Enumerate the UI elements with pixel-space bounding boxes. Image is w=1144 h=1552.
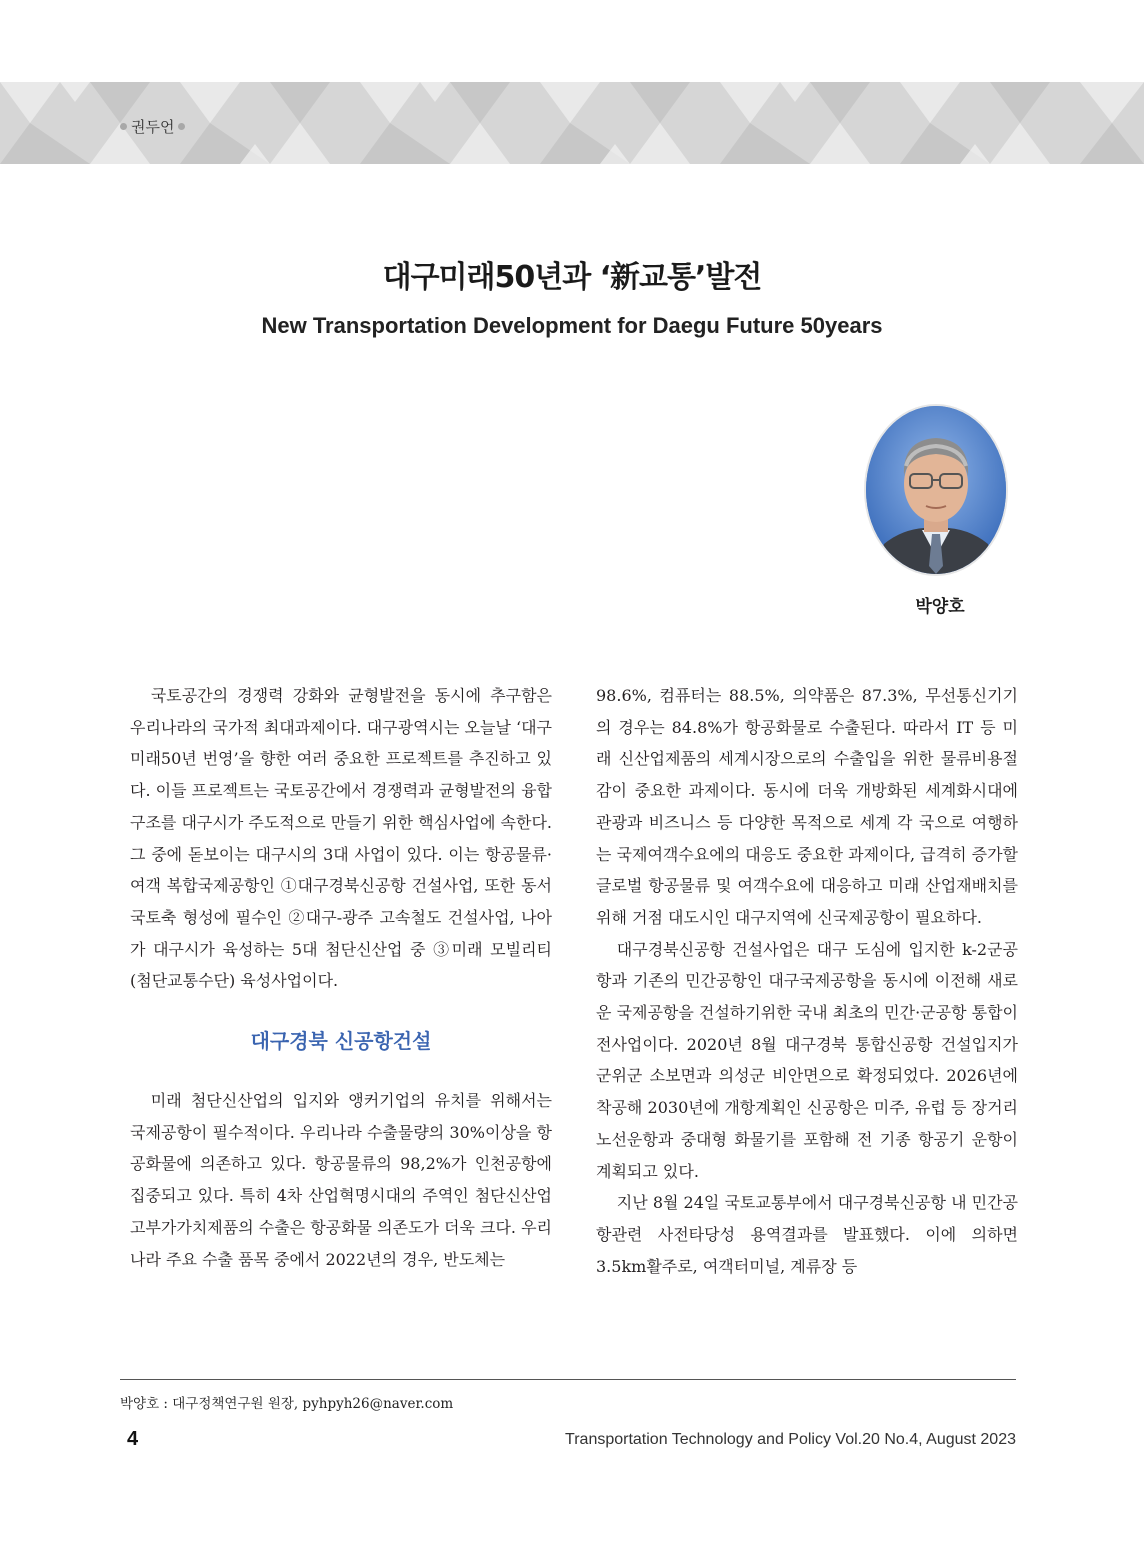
person-portrait-icon [866,406,1006,574]
right-column [596,680,1018,1282]
body-paragraph: 국토공간의 경쟁력 강화와 균형발전을 동시에 추구함은 우리나라의 국가적 최대과제이다. 대구광역시는 오늘날 ‘대구미래50년 번영’을 향한 여러 중요한 프로젝트를 추진하고 있다. 이들 프로젝트는 국토공간에서 경쟁력과 균형발전의 융합구조를 대구시가 주도적으로 만들기 위한 핵심사업에 속한다. 그 중에 돋보이는 대구시의 3대 사업이 있다. 이는 항공물류·여객 복합국제공항인 ①대구경북신공항 건설사업, 또한 동서국토축 형성에 필수인 ②대구-광주 고속철도 건설사업, 나아가 대구시가 육성하는 5대 첨단신산업 중 ③미래 모빌리티(첨단교통수단) 육성사업이다. [130,686,553,991]
journal-citation: Transportation Technology and Policy Vol.20 No.4, August 2023 [565,1431,1016,1448]
body-paragraph: 지난 8월 24일 국토교통부에서 대구경북신공항 내 민간공항관련 사전타당성 용역결과를 발표했다. 이에 의하면 3.5km활주로, 여객터미널, 계류장 등 [596,1193,1018,1276]
body-paragraph: 대구경북신공항 건설사업은 대구 도심에 입지한 k-2군공항과 기존의 민간공항인 대구국제공항을 동시에 이전해 새로운 국제공항을 건설하기위한 국내 최초의 민간·군공항 통합이전사업이다. 2020년 8월 대구경북 통합신공항 건설입지가 군위군 소보면과 의성군 비안면으로 확정되었다. 2026년에 착공해 2030년에 개항계획인 신공항은 미주, 유럽 등 장거리 노선운항과 중대형 화물기를 포함해 전 기종 항공기 운항이 계획되고 있다. [596,939,1019,1181]
article-title-korean: 대구미래50년과 ‘新교통’발전 [382,260,762,295]
section-tag-label: 권두언 [131,117,175,136]
section-heading: 대구경북 신공항건설 [250,1029,432,1054]
bullet-dot-icon [178,123,185,130]
body-paragraph: 미래 첨단신산업의 입지와 앵커기업의 유치를 위해서는 국제공항이 필수적이다. 우리나라 수출물량의 30%이상을 항공화물에 의존하고 있다. 항공물류의 98,2%가 인천공항에 집중되고 있다. 특히 4차 산업혁명시대의 주역인 첨단신산업 고부가가치제품의 수출은 항공화물 의존도가 더욱 크다. 우리나라 주요 수출 품목 중에서 2022년의 경우, 반도체는 [130,1091,553,1269]
author-name: 박양호 [915,597,965,617]
section-tag [120,115,185,137]
body-paragraph: 98.6%, 컴퓨터는 88.5%, 의약품은 87.3%, 무선통신기기의 경우는 84.8%가 항공화물로 수출된다. 따라서 IT 등 미래 신산업제품의 세계시장으로의 수출입을 위한 물류비용절감이 중요한 과제이다. 동시에 더욱 개방화된 세계화시대에 관광과 비즈니스 등 다양한 목적으로 세계 각 국으로 여행하는 국제여객수요에의 대응도 중요한 과제이다, 급격히 증가할 글로벌 항공물류 및 여객수요에 대응하고 미래 산업재배치를 위해 거점 대도시인 대구지역에 신국제공항이 필요하다. [596,686,1019,927]
footnote-divider [120,1379,1016,1380]
author-footnote: 박양호 : 대구정책연구원 원장, pyhpyh26@naver.com [120,1396,454,1412]
bullet-dot-icon [120,123,127,130]
article-title-english: New Transportation Development for Daegu Future 50years [261,313,883,338]
page-number: 4 [127,1428,139,1450]
left-column [130,680,552,1275]
author-portrait [866,406,1006,574]
